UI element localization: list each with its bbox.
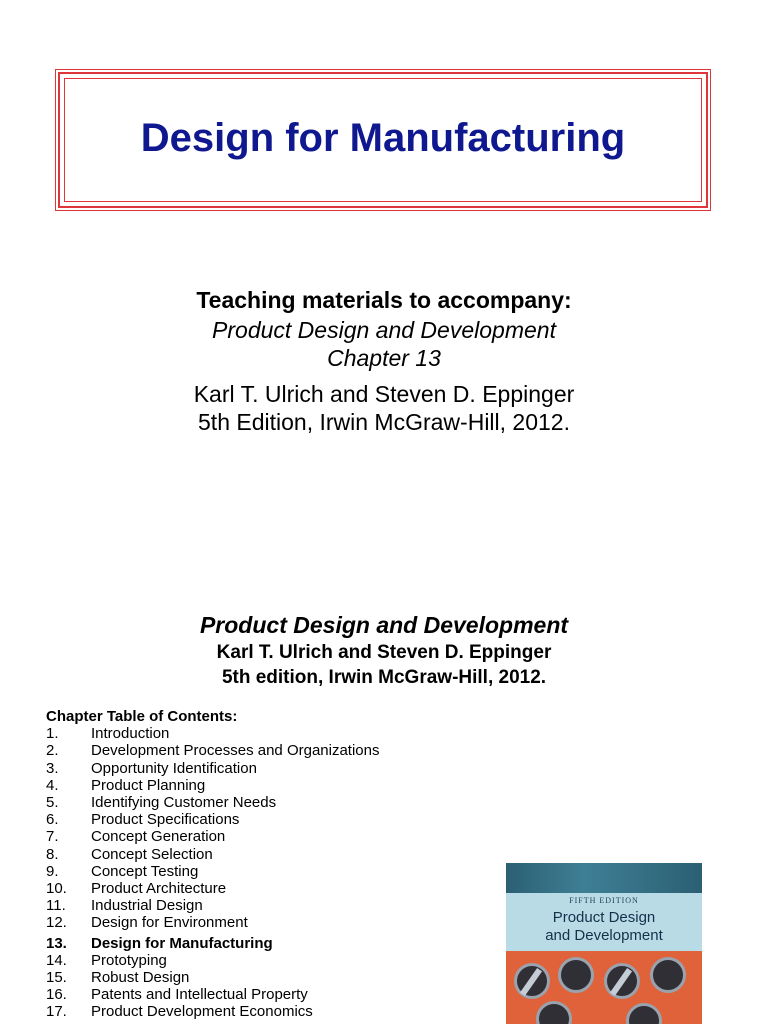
toc-item: [46, 1003, 380, 1020]
cover-product-image-4: [650, 957, 686, 993]
toc-item-number: 7.: [46, 828, 59, 846]
toc-item: [46, 742, 380, 759]
toc-list: [46, 725, 380, 1020]
toc-item-number: 2.: [46, 742, 59, 760]
toc-item: [46, 969, 380, 986]
toc-item-title: Opportunity Identification: [91, 759, 257, 777]
table-of-contents: [46, 708, 380, 1021]
toc-item-title: Design for Environment: [91, 914, 248, 932]
toc-item-title: Product Development Economics: [91, 1003, 313, 1021]
book-authors: Karl T. Ulrich and Steven D. Eppinger: [216, 642, 552, 663]
toc-item-number: 4.: [46, 776, 59, 794]
toc-item: [46, 777, 380, 794]
teaching-heading: Teaching materials to accompany:: [196, 287, 572, 313]
toc-item-title: Product Architecture: [91, 880, 227, 898]
teaching-materials-block: [0, 284, 768, 436]
toc-item-number: 11.: [46, 897, 66, 915]
toc-item-title: Patents and Intellectual Property: [91, 986, 308, 1004]
toc-item-title: Concept Selection: [91, 845, 213, 863]
toc-item: [46, 794, 380, 811]
toc-item-number: 5.: [46, 794, 59, 812]
toc-item-title: Product Specifications: [91, 811, 240, 829]
toc-item-number: 6.: [46, 811, 59, 829]
toc-item-number: 10.: [46, 880, 67, 898]
cover-title: [506, 909, 702, 945]
toc-item-number: 1.: [46, 725, 59, 743]
cover-title-line1: Product Design: [552, 909, 656, 926]
toc-item-title: Product Planning: [91, 776, 206, 794]
toc-heading: Chapter Table of Contents:: [46, 708, 238, 725]
toc-item: [46, 725, 380, 742]
book-edition: 5th edition, Irwin McGraw-Hill, 2012.: [221, 667, 547, 688]
toc-item-title: Robust Design: [91, 969, 190, 987]
toc-item-number: 15.: [46, 969, 67, 987]
toc-item: [46, 914, 380, 931]
cover-edition-label: FIFTH EDITION: [569, 896, 639, 905]
title-frame: [58, 72, 708, 208]
toc-item: [46, 935, 380, 952]
toc-item: [46, 986, 380, 1003]
toc-item-title: Concept Generation: [91, 828, 226, 846]
toc-item-title: Design for Manufacturing: [91, 934, 273, 952]
book-cover-image: [506, 863, 702, 1024]
teaching-edition: 5th Edition, Irwin McGraw-Hill, 2012.: [198, 409, 570, 435]
toc-item: [46, 952, 380, 969]
toc-item-number: 16.: [46, 986, 67, 1004]
toc-item-title: Concept Testing: [91, 862, 199, 880]
toc-item-title: Introduction: [91, 725, 170, 743]
toc-item-number: 14.: [46, 951, 67, 969]
toc-item-number: 8.: [46, 845, 59, 863]
toc-item-number: 12.: [46, 914, 67, 932]
teaching-chapter: Chapter 13: [327, 345, 441, 371]
cover-product-image-2: [558, 957, 594, 993]
toc-item: [46, 760, 380, 777]
cover-title-line2: and Development: [545, 927, 663, 944]
toc-item-title: Industrial Design: [91, 897, 203, 915]
teaching-authors: Karl T. Ulrich and Steven D. Eppinger: [193, 381, 575, 407]
page-title: Design for Manufacturing: [140, 115, 626, 160]
cover-top-band: [506, 863, 702, 893]
toc-item: [46, 811, 380, 828]
teaching-book-title: Product Design and Development: [212, 317, 556, 343]
toc-item: [46, 897, 380, 914]
book-info-block: [0, 610, 768, 690]
toc-item-title: Development Processes and Organizations: [91, 742, 380, 760]
toc-item-title: Prototyping: [91, 951, 167, 969]
toc-item-number: 9.: [46, 862, 59, 880]
toc-item-number: 17.: [46, 1003, 67, 1021]
toc-item: [46, 828, 380, 845]
book-title: Product Design and Development: [199, 612, 569, 638]
toc-item: [46, 863, 380, 880]
toc-item: [46, 880, 380, 897]
toc-item: [46, 846, 380, 863]
toc-item-number: 3.: [46, 759, 59, 777]
toc-item-number: 13.: [46, 934, 67, 952]
toc-item-title: Identifying Customer Needs: [91, 794, 277, 812]
